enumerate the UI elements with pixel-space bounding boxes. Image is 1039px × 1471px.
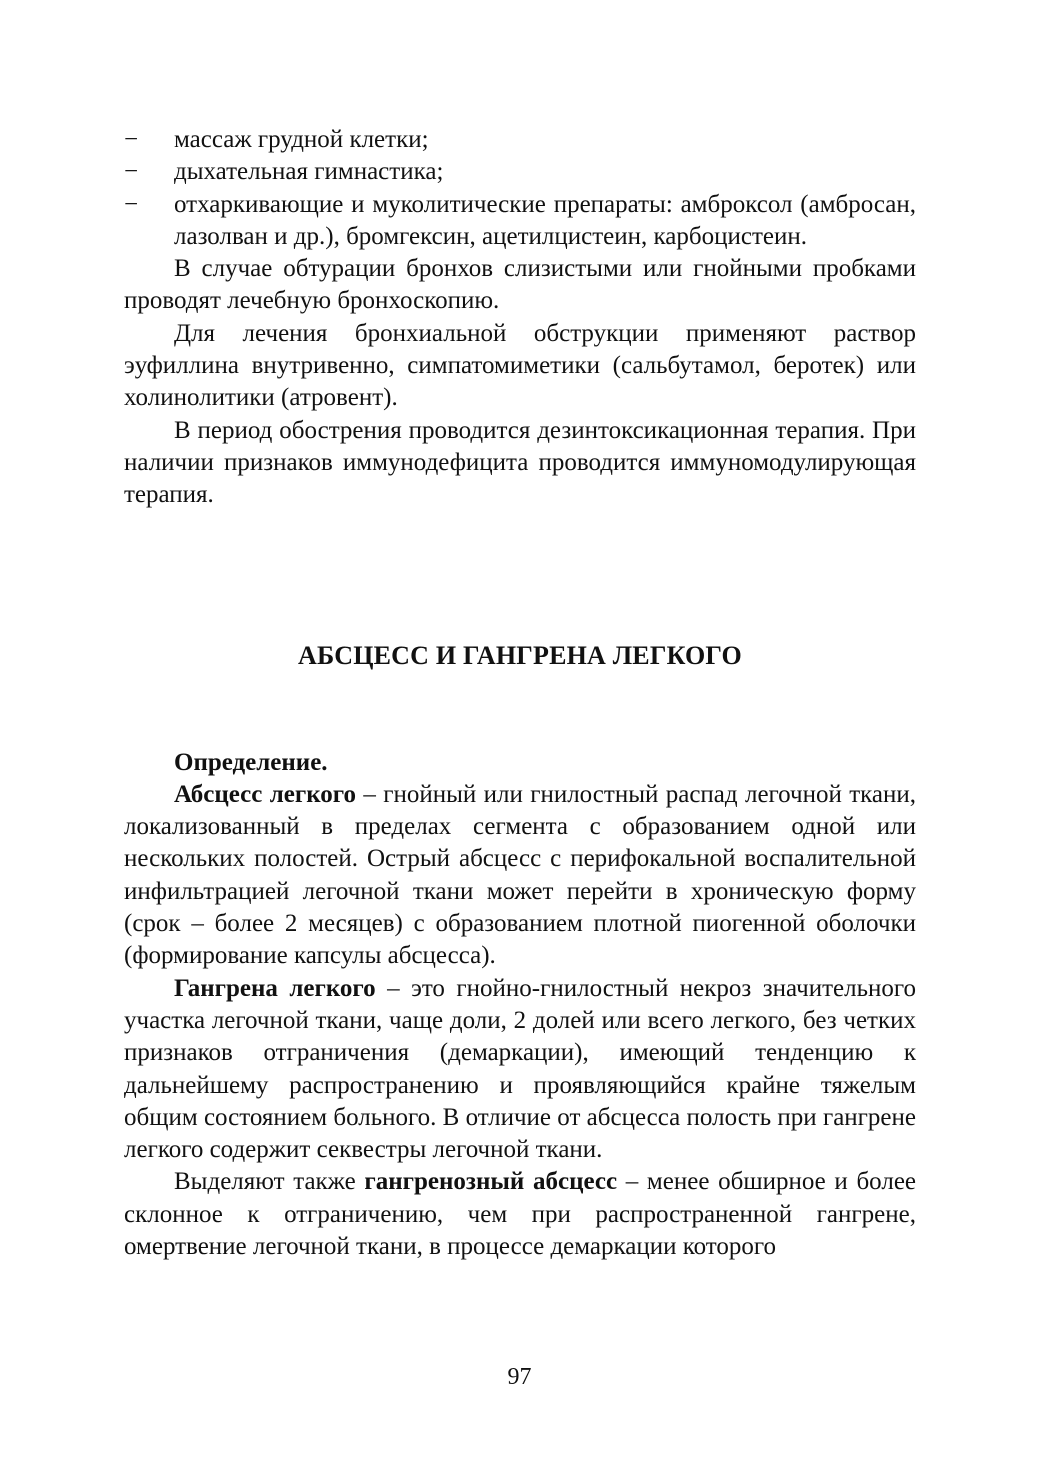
section-title: АБСЦЕСС И ГАНГРЕНА ЛЕГКОГО xyxy=(298,640,742,670)
abscess-text: – гнойный или гнилостный распад легочной ткани, локализованный в пределах сегмента с образованием одной или нескольких полостей. Острый абсцесс с перифокальной воспалительной инфильтрацией легочной ткани может перейти в хроническую форму (срок – более 2 месяцев) с образованием плотной пиогенной оболочки (формирование капсулы абсцесса). xyxy=(124,780,916,970)
list-item xyxy=(124,189,916,254)
paragraph-exacerbation: В период обострения проводится дезинтоксикационная терапия. При наличии признаков иммунодефицита проводится иммуномодулирующая терапия. xyxy=(124,416,916,509)
paragraph-bronchoscopy: В случае обтурации бронхов слизистыми или гнойными пробками проводят лечебную бронхоскопию. xyxy=(124,255,916,315)
list-item-text: отхаркивающие и муколитические препараты: амброксол (амбросан, лазолван и др.), бромгексин, ацетилцистеин, карбоцистеин. xyxy=(174,190,916,250)
list-dash: − xyxy=(124,190,139,218)
paragraph-abscess xyxy=(124,779,916,973)
list-dash: − xyxy=(124,126,139,153)
list-item-text: массаж грудной клетки; xyxy=(174,126,429,153)
page-content xyxy=(124,124,916,1263)
gangrenous-abscess-after: – менее обширное и более склонное к отграничению, чем при распространенной гангрене, омертвение легочной ткани, в процессе демаркации которого xyxy=(124,1168,917,1261)
gangrenous-abscess-before: Выделяют также xyxy=(174,1168,365,1196)
list-dash: − xyxy=(124,158,139,186)
gangrene-text: – это гнойно-гнилостный некроз значительного участка легочной ткани, чаще доли, 2 долей или всего легкого, без четких признаков отграничения (демаркации), имеющий тенденцию к дальнейшему распространению и проявляющийся крайне тяжелым общим состоянием больного. В отличие от абсцесса полость при гангрене легкого содержит секвестры легочной ткани. xyxy=(124,974,916,1164)
list-item-text: дыхательная гимнастика; xyxy=(174,158,444,186)
page-number: 97 xyxy=(507,1364,532,1390)
paragraph-gangrenous-abscess xyxy=(124,1166,916,1263)
paragraph-gangrene xyxy=(124,973,916,1167)
term-gangrene: Гангрена легкого xyxy=(174,974,376,1002)
paragraph-obstruction: Для лечения бронхиальной обструкции применяют раствор эуфиллина внутривенно, симпатомиметики (сальбутамол, беротек) или холинолитики (атровент). xyxy=(124,319,916,412)
term-gangrenous-abscess: гангренозный абсцесс xyxy=(364,1168,618,1196)
term-abscess: Абсцесс легкого xyxy=(174,780,357,808)
list-item xyxy=(124,124,916,156)
definition-label: Определение. xyxy=(174,748,328,776)
list-item xyxy=(124,156,916,188)
treatment-list xyxy=(124,124,916,253)
